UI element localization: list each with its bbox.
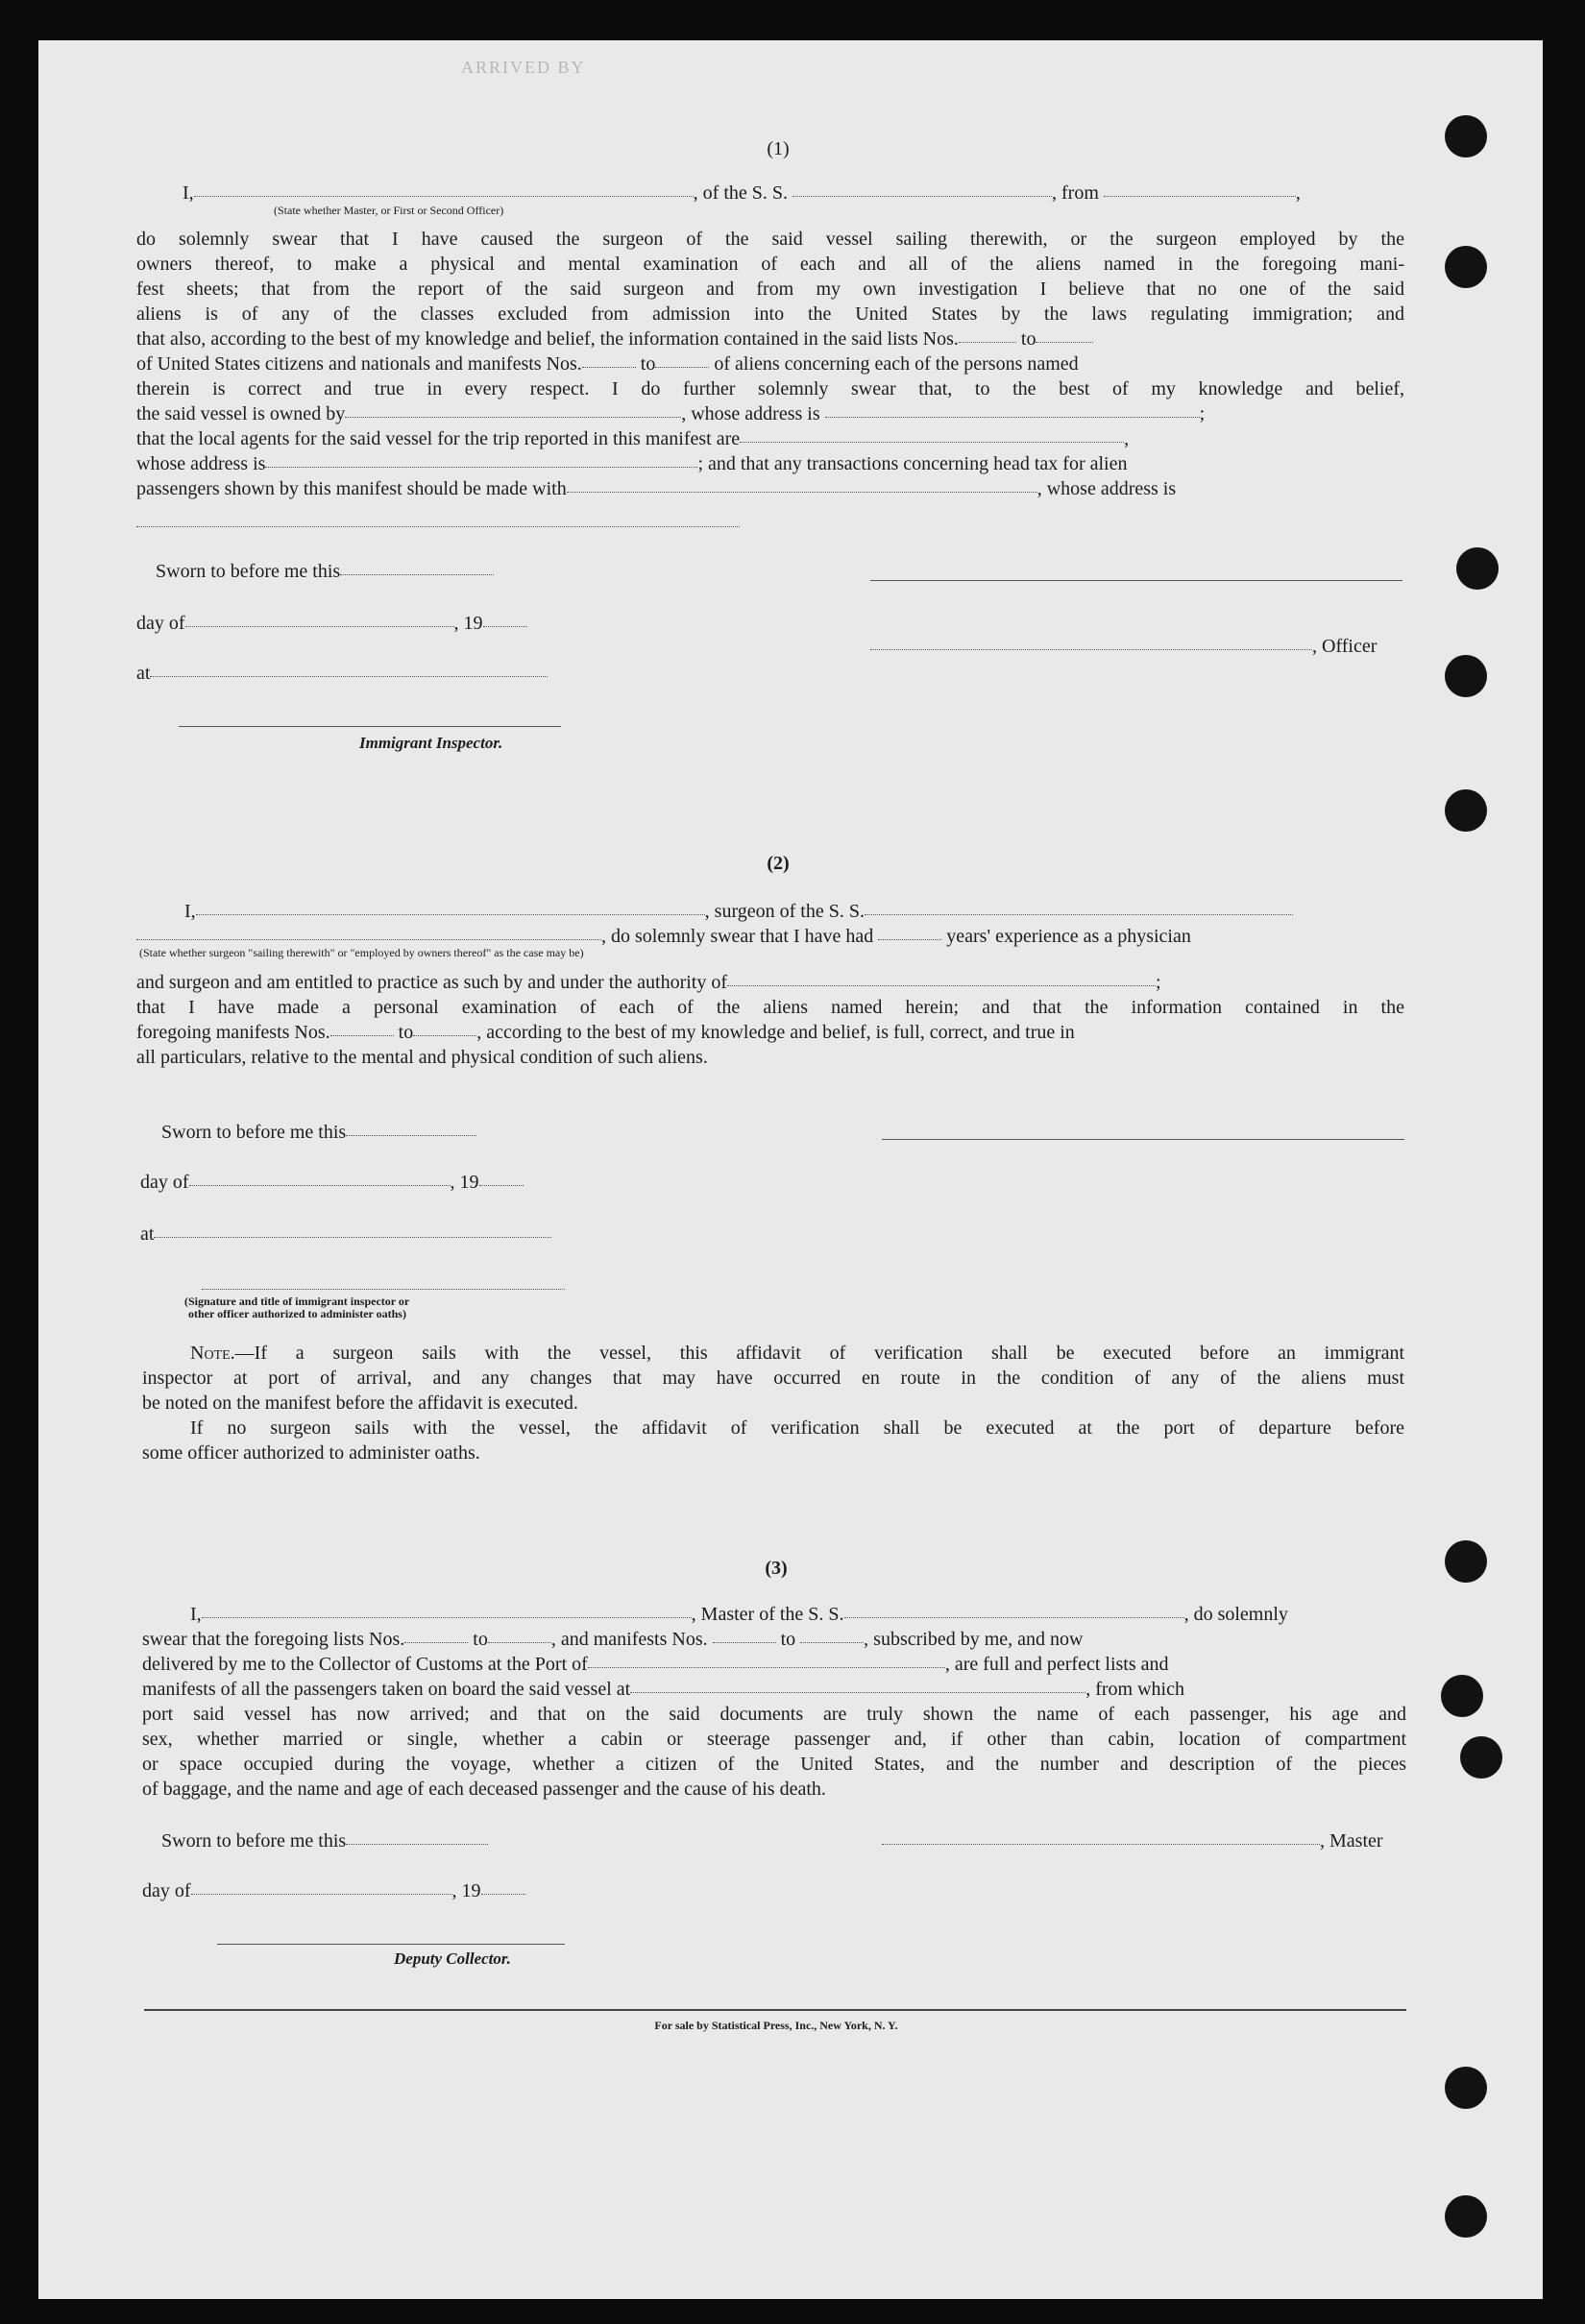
paragraph-line: of United States citizens and nationals and manifests Nos. to of aliens concerning each of the persons named	[136, 353, 1079, 375]
section-number: (1)	[767, 138, 790, 159]
paragraph-line: that I have made a personal examination of each of the aliens named herein; and that the information contained in the	[136, 997, 1404, 1018]
field-note: (State whether surgeon "sailing therewith" or "employed by owners thereof" as the case may be)	[139, 946, 584, 959]
jurat-sworn: Sworn to before me this	[161, 1828, 488, 1853]
signature-title: Deputy Collector.	[394, 1949, 511, 1968]
note-line: be noted on the manifest before the affidavit is executed.	[142, 1392, 578, 1414]
paragraph-line: do solemnly swear that I have caused the surgeon of the said vessel sailing therewith, or the surgeon employed by the	[136, 229, 1404, 250]
oath-line: manifests of all the passengers taken on board the said vessel at , from which	[142, 1679, 1184, 1700]
signature-note: (Signature and title of immigrant inspector or	[184, 1295, 410, 1308]
note-line: some officer authorized to administer oaths.	[142, 1442, 480, 1464]
field-note: (State whether Master, or First or Second Officer)	[274, 204, 504, 217]
paragraph-line: therein is correct and true in every respect. I do further solemnly swear that, to the best of my knowledge and belief,	[136, 378, 1404, 399]
oath-line: I, , surgeon of the S. S.	[184, 899, 1293, 924]
paragraph-line: passengers shown by this manifest should be made with , whose address is	[136, 478, 1177, 499]
paragraph-line: aliens is of any of the classes excluded from admission into the United States by the laws regulating immigration; and	[136, 303, 1404, 325]
signature-note: other officer authorized to administer oaths)	[188, 1307, 406, 1320]
paragraph-line: fest sheets; that from the report of the said surgeon and from my own investigation I believe that no one of the said	[136, 278, 1404, 300]
punch-hole	[1445, 2067, 1487, 2109]
jurat-day: day of , 19	[140, 1170, 524, 1195]
note-line: inspector at port of arrival, and any changes that may have occurred en route in the condition of any of the aliens must	[142, 1368, 1404, 1389]
paragraph-line: or space occupied during the voyage, whether a citizen of the United States, and the number and description of the pieces	[142, 1754, 1406, 1775]
signature-line	[179, 726, 561, 727]
jurat-at: at	[140, 1222, 551, 1247]
oath-line: I, , Master of the S. S. , do solemnly	[190, 1604, 1288, 1625]
punch-hole	[1445, 789, 1487, 832]
footer-imprint: For sale by Statistical Press, Inc., New York, N. Y.	[654, 2019, 898, 2032]
punch-hole	[1445, 246, 1487, 288]
paragraph-line: foregoing manifests Nos. to , according to the best of my knowledge and belief, is full, correct, and true in	[136, 1022, 1075, 1043]
jurat-sworn: Sworn to before me this	[161, 1120, 476, 1145]
officer-signature: , Officer	[870, 634, 1377, 659]
paragraph-line: sex, whether married or single, whether a cabin or steerage passenger and, if other than cabin, location of compartment	[142, 1729, 1406, 1750]
paragraph-line: the said vessel is owned by , whose address is ;	[136, 403, 1206, 424]
jurat-day: day of , 19	[136, 611, 527, 636]
paragraph-line: owners thereof, to make a physical and mental examination of each and all of the aliens named in the foregoing mani-	[136, 254, 1404, 275]
paragraph-line: that also, according to the best of my knowledge and belief, the information contained in the said lists Nos. to	[136, 327, 1093, 351]
punch-hole	[1445, 655, 1487, 697]
punch-hole	[1456, 547, 1499, 590]
paragraph-line: that the local agents for the said vessel for the trip reported in this manifest are ,	[136, 428, 1130, 449]
footer-rule	[144, 2009, 1406, 2011]
oath-line: I, , of the S. S. , from ,	[183, 182, 1301, 204]
blank-line	[136, 526, 740, 527]
oath-line: , do solemnly swear that I have had years' experience as a physician	[136, 924, 1191, 949]
blank-line	[202, 1289, 565, 1290]
jurat-sworn: Sworn to before me this	[156, 559, 494, 584]
signature-line	[217, 1944, 565, 1945]
section-number: (3)	[765, 1558, 788, 1579]
section-number: (2)	[767, 853, 790, 874]
note-line: If no surgeon sails with the vessel, the affidavit of verification shall be executed at the port of departure before	[190, 1417, 1404, 1439]
jurat-at: at	[136, 661, 548, 686]
paragraph-line: whose address is ; and that any transactions concerning head tax for alien	[136, 453, 1128, 474]
faded-header: ARRIVED BY	[461, 58, 586, 77]
master-signature: , Master	[882, 1828, 1383, 1853]
punch-hole	[1441, 1675, 1483, 1717]
signature-line	[882, 1139, 1404, 1140]
paragraph-line: and surgeon and am entitled to practice as such by and under the authority of ;	[136, 972, 1161, 993]
punch-hole	[1460, 1736, 1502, 1779]
signature-line	[870, 580, 1402, 581]
signature-title: Immigrant Inspector.	[359, 734, 503, 752]
paragraph-line: of baggage, and the name and age of each deceased passenger and the cause of his death.	[142, 1779, 826, 1800]
jurat-day: day of , 19	[142, 1878, 525, 1903]
paragraph-line: all particulars, relative to the mental and physical condition of such aliens.	[136, 1047, 708, 1068]
oath-line: swear that the foregoing lists Nos. to , and manifests Nos. to , subscribed by me, and now	[142, 1629, 1084, 1650]
punch-hole	[1445, 2195, 1487, 2238]
note-line: Note.—If a surgeon sails with the vessel, this affidavit of verification shall be executed before an immigrant	[190, 1343, 1404, 1364]
paragraph-line: port said vessel has now arrived; and that on the said documents are truly shown the name of each passenger, his age and	[142, 1704, 1406, 1725]
oath-line: delivered by me to the Collector of Customs at the Port of , are full and perfect lists and	[142, 1654, 1169, 1675]
